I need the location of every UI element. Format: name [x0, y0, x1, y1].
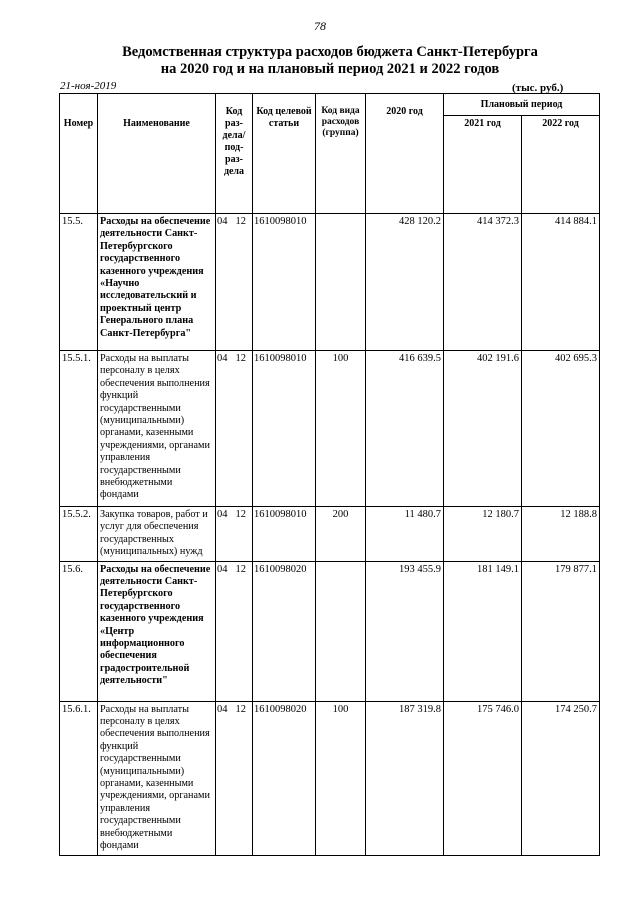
row-name: Расходы на выплаты персоналу в целях обеспечения выполнения функций государственными (муниципальными) органами, казенными учреждениями, органами управления государственными внебюджетными фондами: [98, 701, 216, 855]
row-amount-2021: 402 191.6: [444, 351, 522, 507]
row-number: 15.6.: [60, 561, 98, 701]
row-number: 15.5.: [60, 214, 98, 351]
row-target-code: 1610098010: [253, 351, 316, 507]
document-date: 21-ноя-2019: [60, 80, 117, 92]
table-row: [60, 701, 600, 855]
title-line-1: Ведомственная структура расходов бюджета Санкт-Петербурга: [122, 44, 538, 60]
row-amount-2022: 402 695.3: [522, 351, 600, 507]
row-section-code: [216, 214, 253, 351]
row-amount-2021: 175 746.0: [444, 701, 522, 855]
header-section-text: Код раз- дела/ под- раз- дела: [222, 106, 246, 177]
header-target-code: Код целевой статьи: [253, 94, 316, 214]
table-row: [60, 507, 600, 562]
row-amount-2022: 179 877.1: [522, 561, 600, 701]
row-amount-2021: 181 149.1: [444, 561, 522, 701]
section-code: 04: [217, 703, 228, 715]
header-expense-type: Код вида расходов (группа): [316, 94, 366, 214]
row-section-code: [216, 351, 253, 507]
row-name: Расходы на обеспечение деятельности Санкт-Петербургского государственного казенного учреждения «Центр информационного обеспечения градостроительной деятельности": [98, 561, 216, 701]
subsection-code: 12: [235, 353, 246, 364]
subsection-code: 12: [235, 563, 246, 575]
header-2021: 2021 год: [444, 116, 522, 214]
row-target-code: 1610098020: [253, 561, 316, 701]
page-number: 78: [314, 19, 326, 33]
title-line-2: на 2020 год и на плановый период 2021 и 2022 годов: [160, 61, 500, 77]
table-row: [60, 351, 600, 507]
row-amount-2020: 428 120.2: [366, 214, 444, 351]
row-expense-type: 200: [316, 507, 366, 562]
budget-table: [59, 93, 600, 856]
row-name: Расходы на выплаты персоналу в целях обеспечения выполнения функций государственными (муниципальными) органами, казенными учреждениями, органами управления государственными внебюджетными фондами: [98, 351, 216, 507]
row-amount-2022: 12 188.8: [522, 507, 600, 562]
header-planned-period: Плановый период: [444, 94, 600, 116]
row-amount-2020: 193 455.9: [366, 561, 444, 701]
units-label: (тыс. руб.): [512, 82, 564, 94]
header-name: Наименование: [98, 94, 216, 214]
row-amount-2022: 174 250.7: [522, 701, 600, 855]
row-amount-2020: 187 319.8: [366, 701, 444, 855]
row-amount-2020: 416 639.5: [366, 351, 444, 507]
row-name: Закупка товаров, работ и услуг для обеспечения государственных (муниципальных) нужд: [98, 507, 216, 562]
header-number: Номер: [60, 94, 98, 214]
row-amount-2021: 414 372.3: [444, 214, 522, 351]
subsection-code: 12: [235, 703, 246, 715]
section-code: 04: [217, 563, 228, 575]
document-title: [60, 44, 600, 78]
table-row: [60, 561, 600, 701]
row-number: 15.6.1.: [60, 701, 98, 855]
row-expense-type: [316, 214, 366, 351]
row-target-code: 1610098010: [253, 214, 316, 351]
header-2022: 2022 год: [522, 116, 600, 214]
row-target-code: 1610098020: [253, 701, 316, 855]
row-section-code: [216, 507, 253, 562]
header-section-code: [216, 94, 253, 214]
table-row: [60, 214, 600, 351]
section-code: 04: [217, 353, 228, 364]
row-target-code: 1610098010: [253, 507, 316, 562]
row-amount-2021: 12 180.7: [444, 507, 522, 562]
header-2020: 2020 год: [366, 94, 444, 214]
section-code: 04: [217, 216, 228, 227]
row-expense-type: 100: [316, 701, 366, 855]
row-expense-type: [316, 561, 366, 701]
row-number: 15.5.1.: [60, 351, 98, 507]
row-amount-2020: 11 480.7: [366, 507, 444, 562]
subsection-code: 12: [235, 509, 246, 520]
row-expense-type: 100: [316, 351, 366, 507]
section-code: 04: [217, 509, 228, 520]
subsection-code: 12: [235, 216, 246, 227]
row-section-code: [216, 701, 253, 855]
row-number: 15.5.2.: [60, 507, 98, 562]
row-amount-2022: 414 884.1: [522, 214, 600, 351]
row-name: Расходы на обеспечение деятельности Санкт-Петербургского государственного казенного учреждения «Научно исследовательский и проектный центр Генерального плана Санкт-Петербурга": [98, 214, 216, 351]
row-section-code: [216, 561, 253, 701]
